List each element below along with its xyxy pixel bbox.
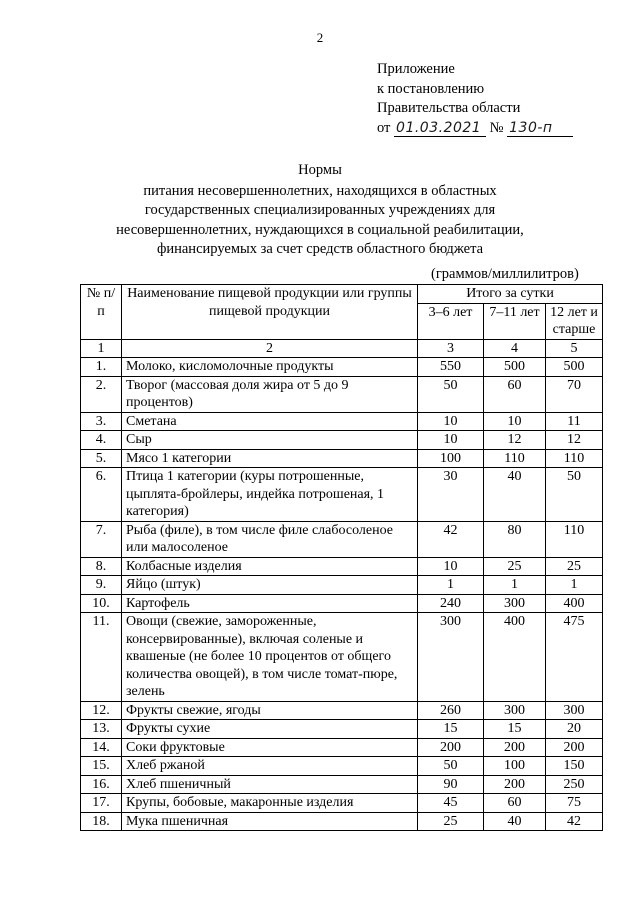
row-number: 17. <box>81 794 122 813</box>
table-row <box>81 794 603 813</box>
row-number: 16. <box>81 775 122 794</box>
row-number: 18. <box>81 812 122 831</box>
product-name: Яйцо (штук) <box>122 576 418 595</box>
value-12plus: 500 <box>546 358 603 377</box>
value-12plus: 250 <box>546 775 603 794</box>
value-7-11: 80 <box>484 521 546 557</box>
header-age-3-6: 3–6 лет <box>418 303 484 339</box>
value-7-11: 200 <box>484 775 546 794</box>
value-3-6: 550 <box>418 358 484 377</box>
header-age-7-11: 7–11 лет <box>484 303 546 339</box>
value-12plus: 25 <box>546 557 603 576</box>
value-7-11: 100 <box>484 757 546 776</box>
norms-table <box>80 284 603 831</box>
number-prefix: № <box>489 119 504 136</box>
table-row <box>81 576 603 595</box>
value-7-11: 300 <box>484 701 546 720</box>
value-12plus: 20 <box>546 720 603 739</box>
row-number: 12. <box>81 701 122 720</box>
value-12plus: 75 <box>546 794 603 813</box>
value-12plus: 300 <box>546 701 603 720</box>
title-line-2: питания несовершеннолетних, находящихся в областных <box>143 182 497 199</box>
table-row <box>81 431 603 450</box>
table-row <box>81 594 603 613</box>
annex-line-2: к постановлению <box>377 80 485 97</box>
row-number: 9. <box>81 576 122 595</box>
value-3-6: 10 <box>418 412 484 431</box>
units-label: (граммов/миллилитров) <box>431 266 579 282</box>
product-name: Овощи (свежие, замороженные, консервированные), включая соленые и квашеные (не более 10 процентов от общего количества овощей), в том числе томат-пюре, зелень <box>122 613 418 702</box>
product-name: Сметана <box>122 412 418 431</box>
value-3-6: 45 <box>418 794 484 813</box>
value-12plus: 12 <box>546 431 603 450</box>
value-7-11: 25 <box>484 557 546 576</box>
product-name: Птица 1 категории (куры потрошенные, цыплята-бройлеры, индейка потрошеная, 1 категория) <box>122 468 418 522</box>
row-number: 3. <box>81 412 122 431</box>
value-7-11: 500 <box>484 358 546 377</box>
table-row <box>81 521 603 557</box>
product-name: Творог (массовая доля жира от 5 до 9 процентов) <box>122 376 418 412</box>
row-number: 10. <box>81 594 122 613</box>
value-3-6: 100 <box>418 449 484 468</box>
value-7-11: 110 <box>484 449 546 468</box>
index-cell: 3 <box>418 339 484 358</box>
value-12plus: 1 <box>546 576 603 595</box>
value-3-6: 10 <box>418 557 484 576</box>
row-number: 15. <box>81 757 122 776</box>
index-row <box>81 339 603 358</box>
value-12plus: 70 <box>546 376 603 412</box>
value-12plus: 150 <box>546 757 603 776</box>
handwritten-number: 130-п <box>507 121 573 137</box>
product-name: Крупы, бобовые, макаронные изделия <box>122 794 418 813</box>
product-name: Фрукты свежие, ягоды <box>122 701 418 720</box>
title-line-3: государственных специализированных учреждениях для <box>144 202 496 218</box>
value-3-6: 30 <box>418 468 484 522</box>
product-name: Молоко, кисломолочные продукты <box>122 358 418 377</box>
table-row <box>81 775 603 794</box>
value-12plus: 110 <box>546 449 603 468</box>
value-7-11: 12 <box>484 431 546 450</box>
product-name: Хлеб ржаной <box>122 757 418 776</box>
table-row <box>81 468 603 522</box>
table-row <box>81 701 603 720</box>
product-name: Колбасные изделия <box>122 557 418 576</box>
row-number: 4. <box>81 431 122 450</box>
row-number: 14. <box>81 738 122 757</box>
table-row <box>81 738 603 757</box>
value-12plus: 400 <box>546 594 603 613</box>
row-number: 8. <box>81 557 122 576</box>
value-7-11: 40 <box>484 812 546 831</box>
handwritten-date: 01.03.2021 <box>394 121 486 137</box>
table-row <box>81 720 603 739</box>
value-3-6: 25 <box>418 812 484 831</box>
product-name: Мука пшеничная <box>122 812 418 831</box>
value-7-11: 10 <box>484 412 546 431</box>
row-number: 6. <box>81 468 122 522</box>
value-3-6: 240 <box>418 594 484 613</box>
table-row <box>81 412 603 431</box>
title-line-5: финансируемых за счет средств областного бюджета <box>156 241 484 257</box>
product-name: Хлеб пшеничный <box>122 775 418 794</box>
row-number: 7. <box>81 521 122 557</box>
value-3-6: 300 <box>418 613 484 702</box>
date-prefix: от <box>377 119 391 136</box>
index-cell: 5 <box>546 339 603 358</box>
table-row <box>81 812 603 831</box>
index-cell: 1 <box>81 339 122 358</box>
value-7-11: 400 <box>484 613 546 702</box>
value-3-6: 260 <box>418 701 484 720</box>
value-12plus: 50 <box>546 468 603 522</box>
product-name: Рыба (филе), в том числе филе слабосоленое или малосоленое <box>122 521 418 557</box>
header-row-1 <box>81 285 603 304</box>
value-7-11: 60 <box>484 376 546 412</box>
page-number: 2 <box>316 30 324 45</box>
annex-date-line <box>377 119 573 139</box>
row-number: 13. <box>81 720 122 739</box>
value-12plus: 110 <box>546 521 603 557</box>
row-number: 5. <box>81 449 122 468</box>
table-row <box>81 557 603 576</box>
value-3-6: 42 <box>418 521 484 557</box>
row-number: 11. <box>81 613 122 702</box>
value-3-6: 15 <box>418 720 484 739</box>
value-3-6: 10 <box>418 431 484 450</box>
product-name: Картофель <box>122 594 418 613</box>
value-7-11: 40 <box>484 468 546 522</box>
product-name: Сыр <box>122 431 418 450</box>
product-name: Фрукты сухие <box>122 720 418 739</box>
value-7-11: 60 <box>484 794 546 813</box>
row-number: 1. <box>81 358 122 377</box>
value-3-6: 200 <box>418 738 484 757</box>
value-7-11: 15 <box>484 720 546 739</box>
value-7-11: 1 <box>484 576 546 595</box>
title-line-4: несовершеннолетних, нуждающихся в социальной реабилитации, <box>116 221 524 238</box>
value-12plus: 11 <box>546 412 603 431</box>
value-3-6: 50 <box>418 376 484 412</box>
document-title <box>0 161 640 260</box>
annex-line-1: Приложение <box>377 61 455 77</box>
value-12plus: 200 <box>546 738 603 757</box>
table-row <box>81 358 603 377</box>
value-7-11: 300 <box>484 594 546 613</box>
value-12plus: 42 <box>546 812 603 831</box>
value-3-6: 1 <box>418 576 484 595</box>
header-num: № п/п <box>81 285 122 340</box>
title-line-1: Нормы <box>298 162 342 178</box>
annex-line-3: Правительства области <box>377 100 521 116</box>
product-name: Мясо 1 категории <box>122 449 418 468</box>
index-cell: 4 <box>484 339 546 358</box>
value-3-6: 90 <box>418 775 484 794</box>
table-row <box>81 376 603 412</box>
value-12plus: 475 <box>546 613 603 702</box>
table-row <box>81 613 603 702</box>
table-row <box>81 449 603 468</box>
annex-block <box>377 60 573 138</box>
index-cell: 2 <box>122 339 418 358</box>
header-name: Наименование пищевой продукции или группы пищевой продукции <box>122 285 418 340</box>
row-number: 2. <box>81 376 122 412</box>
table-row <box>81 757 603 776</box>
header-total: Итого за сутки <box>418 285 603 304</box>
value-7-11: 200 <box>484 738 546 757</box>
header-age-12plus: 12 лет и старше <box>546 303 603 339</box>
value-3-6: 50 <box>418 757 484 776</box>
product-name: Соки фруктовые <box>122 738 418 757</box>
